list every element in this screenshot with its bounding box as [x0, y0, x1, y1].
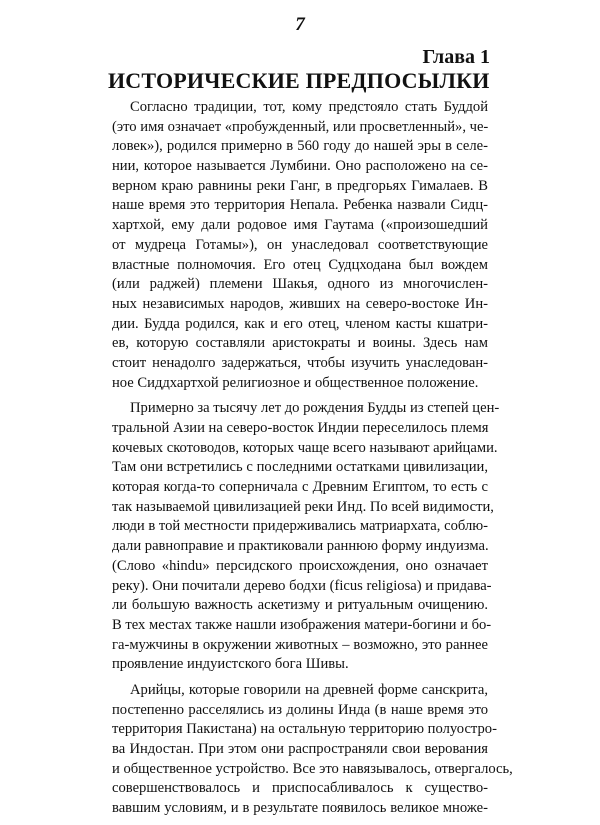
- text-line: наше время это территория Непала. Ребенка назвали Сидц-: [112, 197, 488, 214]
- paragraph: [112, 98, 488, 393]
- text-line: В тех местах также нашли изображения матери-богини и бо-: [112, 616, 492, 633]
- text-line: хартхой, ему дали родовое имя Гаутама («произошедший: [112, 217, 488, 234]
- text-line: Арийцы, которые говорили на древней форме санскрита,: [130, 681, 488, 698]
- text-line: ловек»), родился примерно в 560 году до нашей эры в селе-: [112, 138, 488, 155]
- text-line: и общественное устройство. Все это навязывалось, отвергалось,: [112, 760, 513, 777]
- text-line: стоит ненадолго задержаться, чтобы изучить унаследован-: [112, 354, 488, 371]
- text-line: тральной Азии на северо-восток Индии переселилось племя: [112, 420, 489, 436]
- chapter-title: ИСТОРИЧЕСКИЕ ПРЕДПОСЫЛКИ: [108, 68, 490, 93]
- text-line: дии. Будда родился, как и его отец, членом касты кшатри-: [112, 315, 488, 332]
- body-text: [112, 98, 513, 825]
- text-line: (или раджей) племени Шакья, одного из многочислен-: [112, 276, 488, 293]
- text-line: ев, которую составляли аристократы и воины. Здесь нам: [112, 335, 488, 352]
- text-line: совершенствовалось и приспосабливалось к существо-: [112, 780, 488, 797]
- text-line: люди в той местности придерживались матриархата, соблю-: [112, 518, 488, 535]
- text-line: дали равноправие и практиковали раннюю форму индуизма.: [112, 538, 489, 555]
- paragraph: [112, 399, 500, 675]
- text-line: кочевых скотоводов, которых чаще всего называют арийцами.: [112, 439, 498, 456]
- text-line: территория Пакистана) на остальную территорию полуостро-: [112, 721, 497, 738]
- page-number: 7: [295, 14, 305, 35]
- text-line: постепенно расселялись из долины Инда (в наше время это: [112, 701, 488, 718]
- text-line: верном краю равнины реки Ганг, в предгорьях Гималаев. В: [112, 177, 488, 194]
- text-line: ва Индостан. При этом они распространяли свои верования: [112, 741, 488, 757]
- text-line: ли большую важность аскетизму и ритуальным очищению.: [112, 597, 488, 614]
- text-line: (это имя означает «пробужденный, или просветленный», че-: [112, 118, 489, 135]
- text-line: га-мужчины в окружении животных – возможно, это раннее: [112, 636, 488, 653]
- text-line: властные полномочия. Его отец Судцходана был вождем: [112, 256, 488, 273]
- text-line: реку). Они почитали дерево бодхи (ficus religiosa) и придава-: [112, 577, 492, 594]
- text-line: (Слово «hindu» персидского происхождения, оно означает: [112, 557, 488, 574]
- text-line: Примерно за тысячу лет до рождения Будды из степей цен-: [130, 400, 500, 417]
- text-line: проявление индуистского бога Шивы.: [112, 656, 349, 673]
- text-line: которая когда-то соперничала с Древним Египтом, то есть с: [112, 479, 488, 496]
- text-line: ных независимых народов, живших на северо-востоке Ин-: [112, 295, 488, 312]
- text-line: нии, которое называется Лумбини. Оно расположено на се-: [112, 158, 488, 175]
- text-line: от мудреца Готамы»), он унаследовал соответствующие: [112, 236, 488, 253]
- chapter-heading: Глава 1: [422, 46, 490, 68]
- text-line: Там они встретились с последними остатками цивилизации,: [112, 459, 488, 476]
- text-line: Согласно традиции, тот, кому предстояло стать Буддой: [130, 99, 488, 115]
- text-line: так называемой цивилизацией реки Инд. По всей видимости,: [112, 498, 494, 515]
- text-line: ное Сиддхартхой религиозное и общественное положение.: [112, 374, 479, 391]
- text-line: вавшим условиям, и в результате появилось великое множе-: [112, 800, 488, 817]
